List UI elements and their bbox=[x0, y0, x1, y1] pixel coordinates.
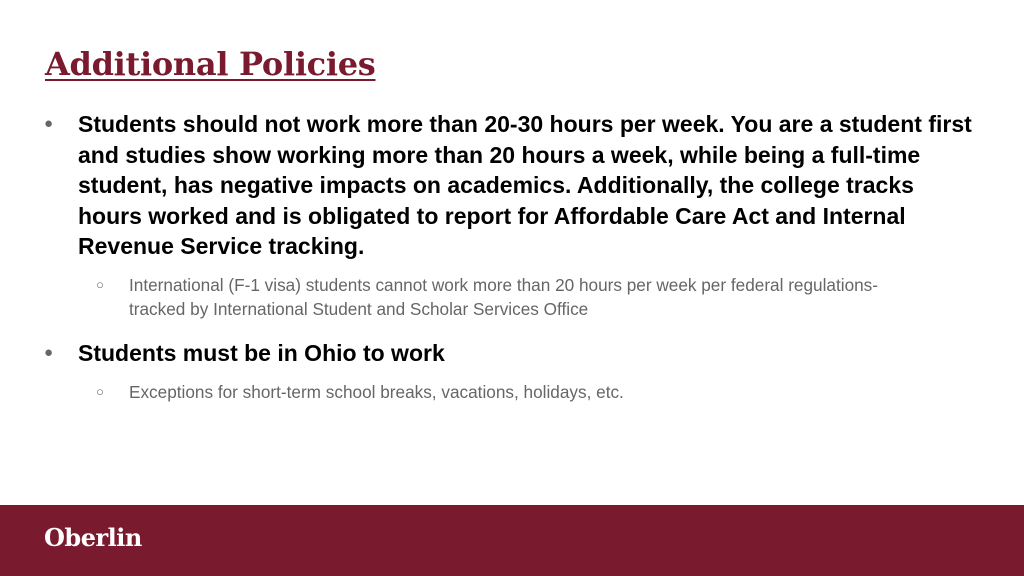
oberlin-logo: Oberlin bbox=[44, 523, 142, 552]
sub-bullet-icon: ○ bbox=[96, 276, 104, 292]
sub-bullet-icon: ○ bbox=[96, 384, 104, 399]
bullet-icon: ● bbox=[44, 343, 54, 361]
bullet-text: Students must be in Ohio to work bbox=[78, 339, 445, 366]
bullet-text: Students should not work more than 20-30 hours per week. You are a student first and studies show working more than 20 hours a week, while being a full-time student, has negative impacts on academics. Additionally, the college tracks hours worked and is obligated to report for Affordable Care Act and Internal Revenue Service tracking. bbox=[78, 111, 972, 259]
slide-title: Additional Policies bbox=[45, 45, 376, 83]
sub-bullet-text: International (F-1 visa) students cannot work more than 20 hours per week per federal regulations-tracked by International Student and Scholar Services Office bbox=[129, 274, 878, 319]
sub-bullet-item bbox=[96, 380, 984, 404]
slide-content bbox=[44, 109, 984, 404]
sub-bullet-item bbox=[96, 273, 984, 321]
sub-bullet-text: Exceptions for short-term school breaks, vacations, holidays, etc. bbox=[129, 382, 624, 402]
bullet-item bbox=[44, 109, 984, 262]
footer-bar bbox=[0, 505, 1024, 576]
bullet-icon: ● bbox=[44, 115, 54, 132]
bullet-item bbox=[44, 338, 984, 369]
